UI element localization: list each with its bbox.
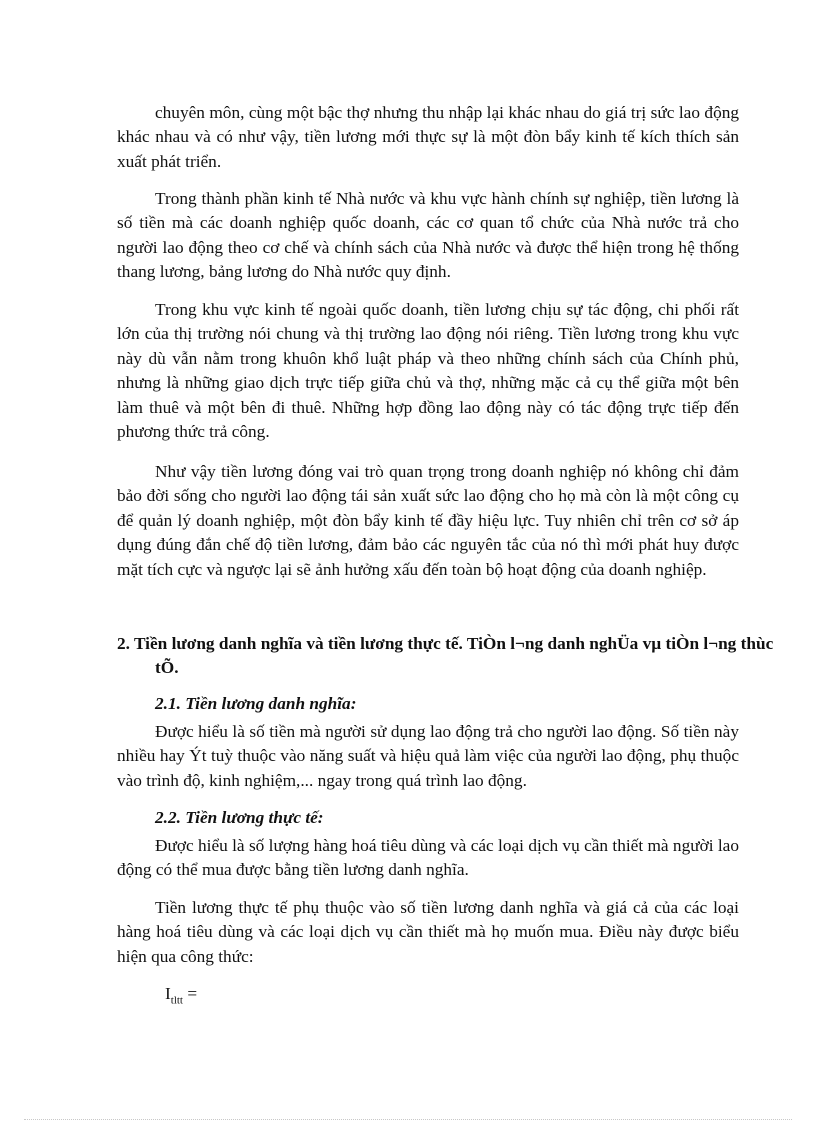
formula-subscript: tltt bbox=[170, 994, 183, 1007]
subheading-2-1: 2.1. Tiền lương danh nghĩa: bbox=[155, 694, 357, 713]
page-bottom-divider bbox=[24, 1119, 792, 1120]
subheading-2-2: 2.2. Tiền lương thực tế: bbox=[155, 808, 324, 827]
paragraph-real-wage: Được hiểu là số lượng hàng hoá tiêu dùng và các loại dịch vụ cần thiết mà người lao động có thể mua được bằng tiền lương danh nghĩa. bbox=[117, 836, 739, 880]
paragraph-1-text: chuyên môn, cùng một bậc thợ nhưng thu nhập lại khác nhau do giá trị sức lao động khác nhau và có như vậy, tiền lương mới thực sự là một đòn bẩy kinh tế kích thích sản xuất phát triển. bbox=[117, 103, 739, 171]
paragraph-2: Trong thành phần kinh tế Nhà nước và khu vực hành chính sự nghiệp, tiền lương là số tiền mà các doanh nghiệp quốc doanh, các cơ quan tổ chức của Nhà nước trả cho người lao động theo cơ chế và chính sách của Nhà nước và được thể hiện trong hệ thống thang lương, bảng lương do Nhà nước quy định. bbox=[117, 189, 739, 282]
paragraph-4: Như vậy tiền lương đóng vai trò quan trọng trong doanh nghiệp nó không chỉ đảm bảo đời sống cho người lao động tái sản xuất sức lao động cho họ mà còn là một công cụ để quản lý doanh nghiệp, một đòn bẩy kinh tế đầy hiệu lực. Tuy nhiên chỉ trên cơ sở áp dụng đúng đắn chế độ tiền lương, đảm bảo các nguyên tắc của nó thì mới phát huy được mặt tích cực và ngược lại sẽ ảnh hưởng xấu đến toàn bộ hoạt động của doanh nghiệp. bbox=[117, 462, 739, 579]
formula-equals: = bbox=[183, 984, 198, 1003]
formula-symbol: I bbox=[165, 984, 171, 1003]
paragraph-3: Trong khu vực kinh tế ngoài quốc doanh, tiền lương chịu sự tác động, chi phối rất lớn của thị trường nói chung và thị trường lao động nói riêng. Tiền lương trong khu vực này dù vẫn nằm trong khuôn khổ luật pháp và theo những chính sách của Chính phủ, nhưng là những giao dịch trực tiếp giữa chủ và thợ, những mặc cả cụ thể giữa một bên làm thuê và một bên đi thuê. Những hợp đồng lao động này có tác động trực tiếp đến phương thức trả công. bbox=[117, 300, 739, 442]
paragraph-formula-intro: Tiền lương thực tế phụ thuộc vào số tiền lương danh nghĩa và giá cả của các loại hàng hoá tiêu dùng và các loại dịch vụ cần thiết mà họ muốn mua. Điều này được biểu hiện qua công thức: bbox=[117, 898, 739, 966]
paragraph-nominal-wage: Được hiểu là số tiền mà người sử dụng lao động trả cho người lao động. Số tiền này nhiều hay Ýt tuỳ thuộc vào năng suất và hiệu quả làm việc của người lao động, phụ thuộc vào trình độ, kinh nghiệm,... ngay trong quá trình lao động. bbox=[117, 722, 739, 790]
paragraph-1 bbox=[117, 101, 739, 174]
section-heading-2: 2. Tiền lương danh nghĩa và tiền lương thực tế. TiÒn l¬ng danh nghÜa vµ tiÒn l¬ng thùc tÕ. bbox=[117, 634, 774, 678]
formula bbox=[117, 982, 787, 1013]
